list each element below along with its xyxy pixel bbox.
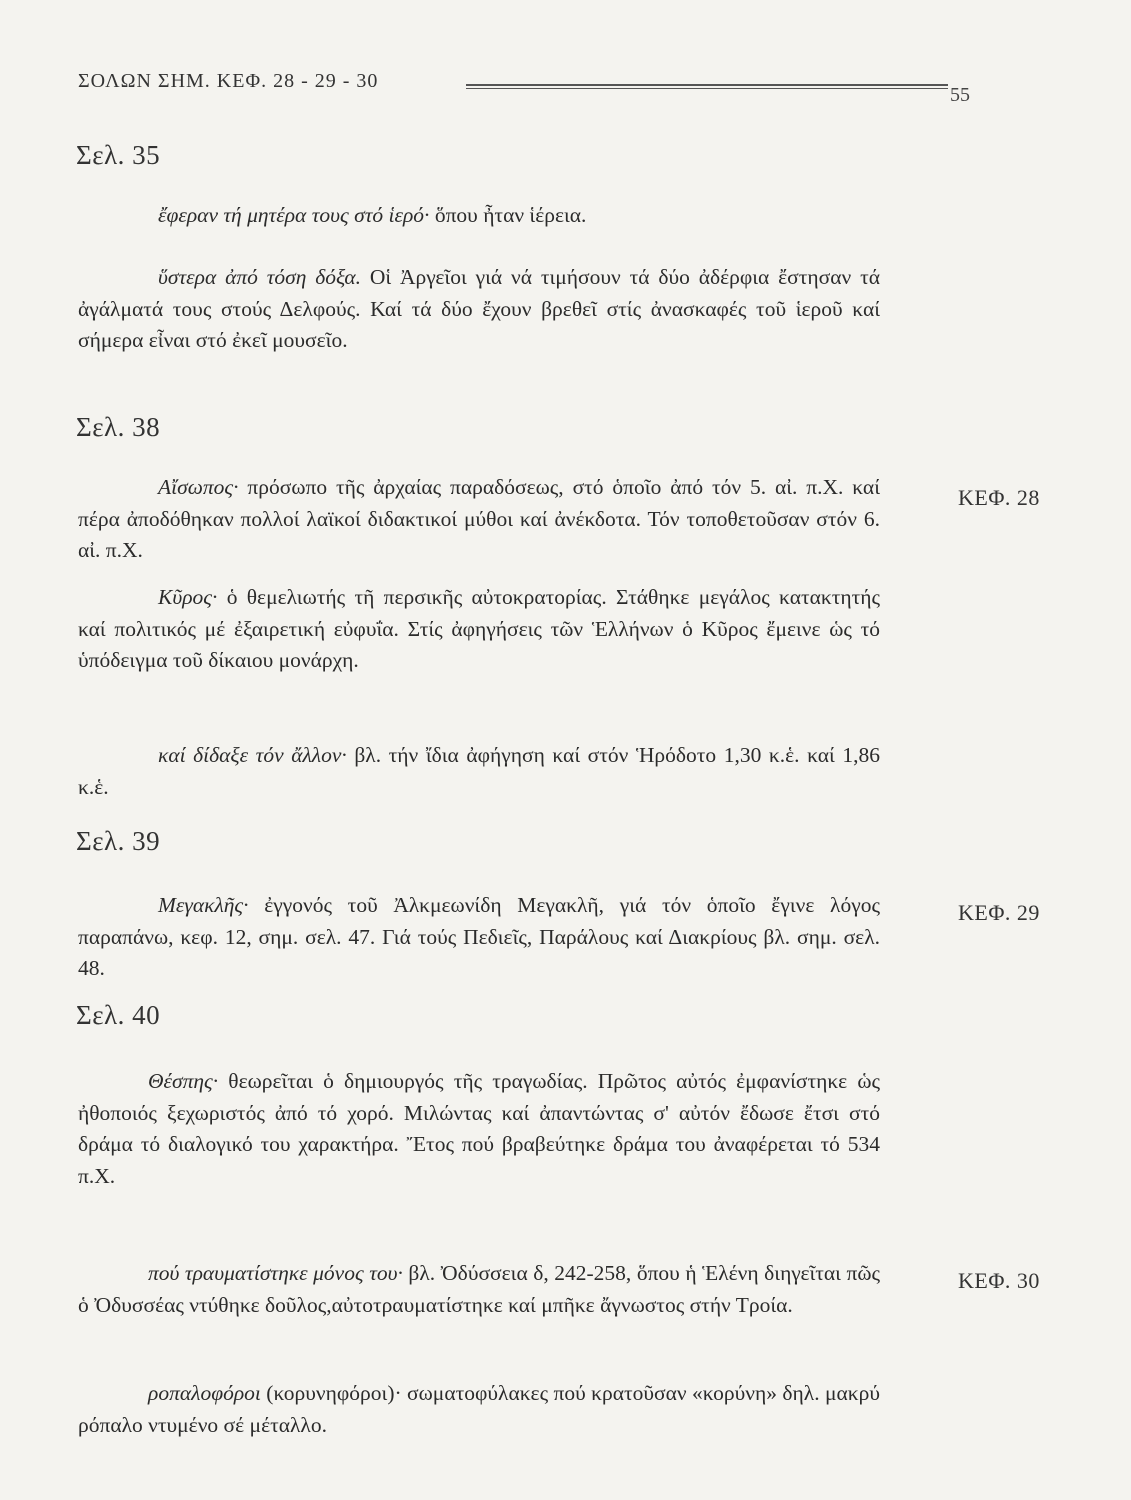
section-heading-38: Σελ. 38 bbox=[76, 412, 161, 442]
note-lemma: Κῦρος· bbox=[158, 585, 218, 609]
section-heading-39: Σελ. 39 bbox=[76, 826, 161, 856]
note-lemma: ὕστερα ἀπό τόση δόξα. bbox=[158, 265, 362, 289]
note-travmatistike bbox=[78, 1258, 880, 1321]
running-title: ΣΟΛΩΝ ΣΗΜ. ΚΕΦ. 28 - 29 - 30 bbox=[78, 70, 379, 92]
note-lemma: Θέσπης· bbox=[148, 1069, 219, 1093]
note-text: (κορυνηφόροι)· σωματοφύλακες πού κρατοῦσαν «κορύνη» δηλ. μακρύ ρόπαλο ντυμένο σέ μέταλλο. bbox=[78, 1381, 880, 1437]
running-header bbox=[78, 70, 970, 110]
note-text: βλ. τήν ἴδια ἀφήγηση καί στόν Ἡρόδοτο 1,30 κ.ἑ. καί 1,86 κ.ἑ. bbox=[78, 743, 880, 799]
note-ropaloforoi bbox=[78, 1378, 880, 1441]
note-text: ἐγγονός τοῦ Ἀλκμεωνίδη Μεγακλῆ, γιά τόν ὁποῖο ἔγινε λόγος παραπάνω, κεφ. 12, σημ. σελ. 47. Γιά τούς Πεδιεῖς, Παράλους καί Διακρίους βλ. σημ. σελ. 48. bbox=[78, 893, 880, 980]
note-didaxe bbox=[78, 740, 880, 803]
note-eferan bbox=[78, 200, 880, 232]
header-double-rule bbox=[466, 84, 948, 93]
note-lemma: Μεγακλῆς· bbox=[158, 893, 249, 917]
note-kyros bbox=[78, 582, 880, 677]
note-lemma: πού τραυματίστηκε μόνος του· bbox=[148, 1261, 403, 1285]
note-ystera bbox=[78, 262, 880, 357]
note-thespis bbox=[78, 1066, 880, 1192]
note-text: θεωρεῖται ὁ δημιουργός τῆς τραγωδίας. Πρῶτος αὐτός ἐμφανίστηκε ὡς ἠθοποιός ξεχωριστός ἀπό τό χορό. Μιλώντας καί ἀπαντώντας σ' αὐτόν ἔδωσε ἔτσι στό δράμα τό διαλογικό του χαρακτήρα. Ἔτος πού βραβεύτηκε δράμα του ἀναφέρεται τό 534 π.Χ. bbox=[78, 1069, 880, 1188]
note-megakles bbox=[78, 890, 880, 985]
note-text: Οἱ Ἀργεῖοι γιά νά τιμήσουν τά δύο ἀδέρφια ἔστησαν τά ἀγάλματά τους στούς Δελφούς. Καί τά δύο ἔχουν βρεθεῖ στίς ἀνασκαφές τοῦ ἱεροῦ καί σήμερα εἶναι στό ἐκεῖ μουσεῖο. bbox=[78, 265, 880, 352]
note-lemma: ἔφεραν τή μητέρα τους στό ἱερό· bbox=[158, 203, 430, 227]
section-heading-35: Σελ. 35 bbox=[76, 140, 161, 170]
chapter-ref-30: ΚΕΦ. 30 bbox=[958, 1268, 1040, 1293]
note-text: ὁ θεμελιωτής τῆ περσικῆς αὐτοκρατορίας. Στάθηκε μεγάλος κατακτητής καί πολιτικός μέ ἐξαιρετική εὐφυΐα. Στίς ἀφηγήσεις τῶν Ἑλλήνων ὁ Κῦρος ἔμεινε ὡς τό ὑπόδειγμα τοῦ δίκαιου μονάρχη. bbox=[78, 585, 880, 672]
note-text: βλ. Ὀδύσσεια δ, 242-258, ὅπου ἡ Ἑλένη διηγεῖται πῶς ὁ Ὀδυσσέας ντύθηκε δοῦλος,αὐτοτραυματίστηκε καί μπῆκε ἄγνωστος στήν Τροία. bbox=[78, 1261, 880, 1317]
note-text: ὅπου ἦταν ἱέρεια. bbox=[429, 203, 587, 227]
note-text: πρόσωπο τῆς ἀρχαίας παραδόσεως, στό ὁποῖο ἀπό τόν 5. αἰ. π.Χ. καί πέρα ἀποδόθηκαν πολλοί λαϊκοί διδακτικοί μύθοι καί ἀνέκδοτα. Τόν τοποθετοῦσαν στόν 6. αἰ. π.Χ. bbox=[78, 475, 880, 562]
note-lemma: Αἴσωπος· bbox=[158, 475, 239, 499]
chapter-ref-29: ΚΕΦ. 29 bbox=[958, 900, 1040, 925]
note-aisopos bbox=[78, 472, 880, 567]
page-number: 55 bbox=[950, 84, 970, 106]
note-lemma: ροπαλοφόροι bbox=[148, 1381, 261, 1405]
chapter-ref-28: ΚΕΦ. 28 bbox=[958, 485, 1040, 510]
note-lemma: καί δίδαξε τόν ἄλλον· bbox=[158, 743, 347, 767]
section-heading-40: Σελ. 40 bbox=[76, 1000, 161, 1030]
